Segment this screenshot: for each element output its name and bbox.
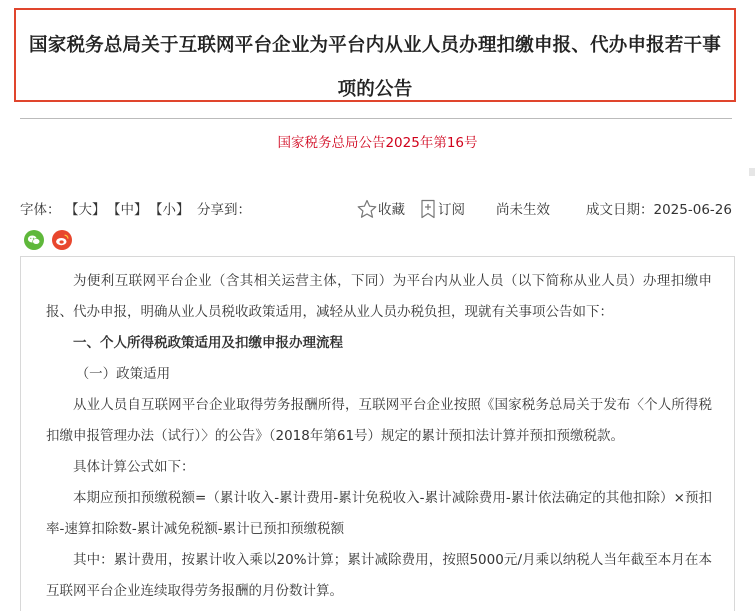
font-size-medium-button[interactable]: 【中】 xyxy=(107,202,148,218)
favorite-label: 收藏 xyxy=(378,202,405,218)
title-divider xyxy=(20,118,732,119)
body-paragraph: 其中：累计费用，按累计收入乘以20%计算；累计减除费用，按照5000元/月乘以纳税人当年截至本月在本互联网平台企业连续取得劳务报酬的月份数计算。 xyxy=(46,552,712,599)
article-body xyxy=(46,266,712,607)
scrollbar[interactable] xyxy=(749,168,755,176)
body-paragraph: 从业人员自互联网平台企业取得劳务报酬所得，互联网平台企业按照《国家税务总局关于发布〈个人所得税扣缴申报管理办法（试行）〉的公告》（2018年第61号）规定的累计预扣法计算并预扣预缴税款。 xyxy=(46,397,712,444)
body-paragraph: 具体计算公式如下： xyxy=(73,459,195,475)
title-highlight-box xyxy=(14,8,736,102)
subscribe-button[interactable] xyxy=(419,199,465,221)
established-date-value: 2025-06-26 xyxy=(653,202,732,218)
bookmark-plus-icon xyxy=(419,199,437,219)
article-toolbar xyxy=(20,199,736,221)
body-paragraph: 为便利互联网平台企业（含其相关运营主体，下同）为平台内从业人员（以下简称从业人员）办理扣缴申报、代办申报，明确从业人员税收政策适用，减轻从业人员办税负担，现就有关事项公告如下： xyxy=(46,273,712,320)
effective-status: 尚未生效 xyxy=(496,202,550,218)
weibo-share-icon[interactable] xyxy=(52,230,72,250)
font-size-large-button[interactable]: 【大】 xyxy=(65,202,106,218)
favorite-button[interactable] xyxy=(357,199,405,221)
formula-paragraph: 本期应预扣预缴税额=（累计收入-累计费用-累计免税收入-累计减除费用-累计依法确定的其他扣除）×预扣率-速算扣除数-累计减免税额-累计已预扣预缴税额 xyxy=(46,490,712,537)
page-title: 国家税务总局关于互联网平台企业为平台内从业人员办理扣缴申报、代办申报若干事项的公告 xyxy=(29,35,721,100)
share-label: 分享到： xyxy=(197,202,251,218)
document-number: 国家税务总局公告2025年第16号 xyxy=(277,135,478,151)
established-date xyxy=(586,199,732,221)
established-date-label: 成文日期： xyxy=(586,202,654,218)
section-heading: 一、个人所得税政策适用及扣缴申报办理流程 xyxy=(73,335,343,351)
font-size-label: 字体： xyxy=(20,202,61,218)
wechat-share-icon[interactable] xyxy=(24,230,44,250)
subscribe-label: 订阅 xyxy=(438,202,465,218)
star-icon xyxy=(357,199,377,219)
subsection-heading: （一）政策适用 xyxy=(75,366,171,382)
font-size-small-button[interactable]: 【小】 xyxy=(149,202,190,218)
